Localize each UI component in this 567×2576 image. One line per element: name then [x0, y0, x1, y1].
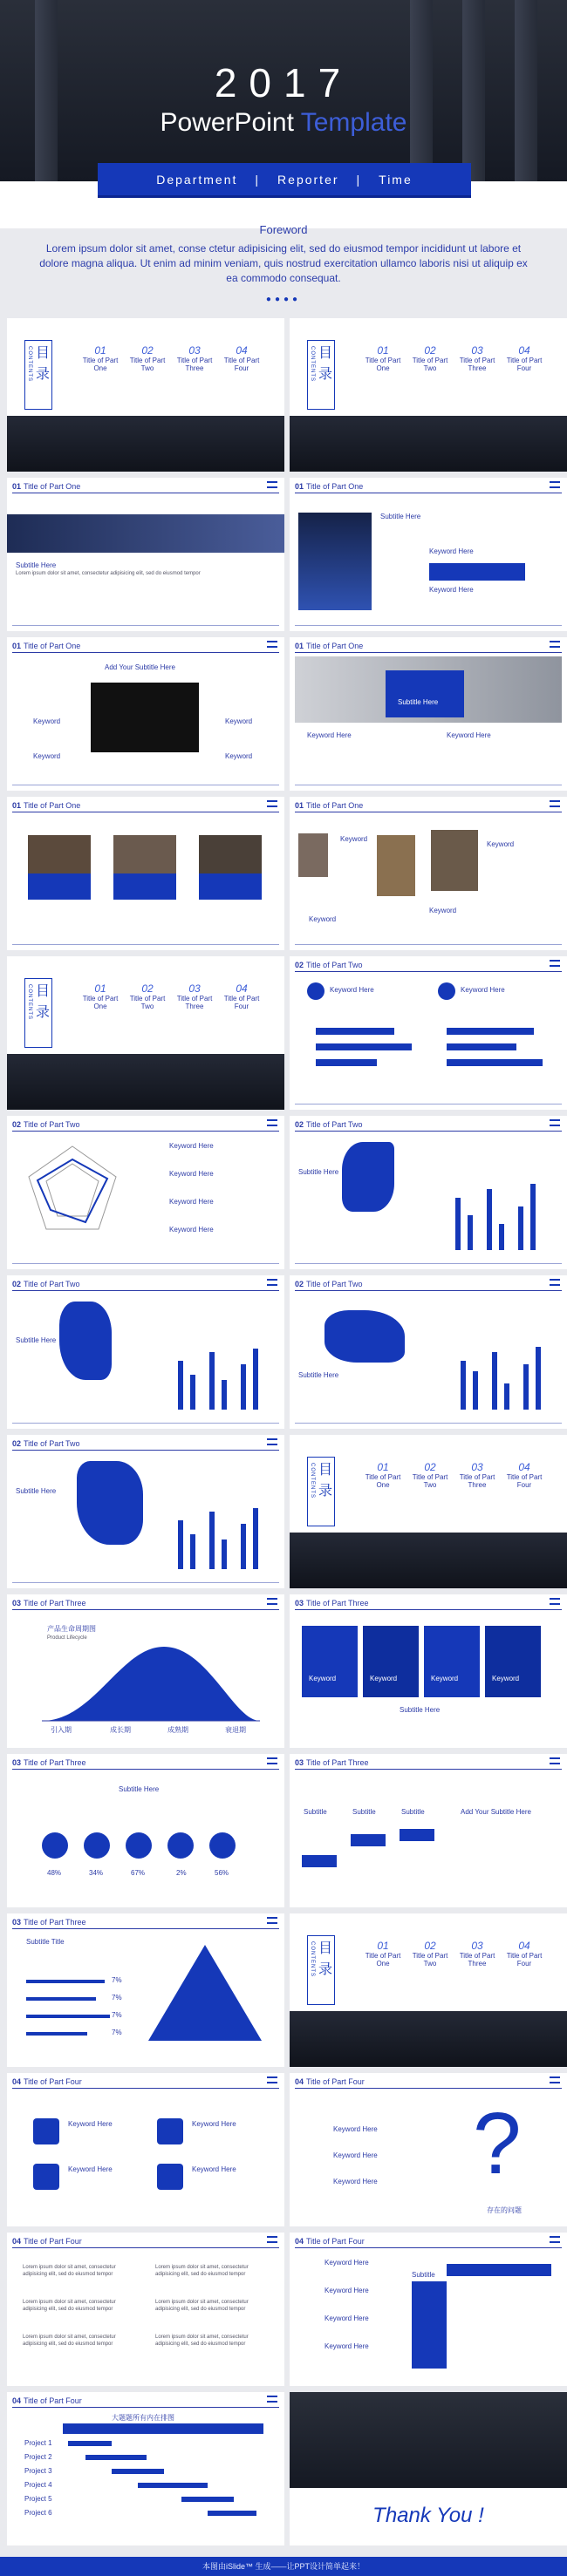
contents-box: CONTENTS 目 录 [24, 340, 52, 410]
presentation-title: PowerPoint Template [160, 108, 407, 137]
part-one-slide: 01 Title of Part One Keyword Keyword Keyword Keyword [290, 797, 567, 950]
part-four-slide: 04 Title of Part Four Lorem ipsum dolor sit amet, consectetur adipisicing elit, sed do eiusmod tempor Lorem ipsum dolor sit amet, consectetur adipisicing elit, sed do eiusmod tempor Lorem ipsum dolor sit amet, consectetur adipisicing elit, sed do eiusmod tempor Lorem ipsum dolor sit amet, consectetur adipisicing elit, sed do eiusmod tempor Lorem ipsum dolor sit amet, consectetur adipisicing elit, sed do eiusmod tempor Lorem ipsum dolor sit amet, consectetur adipisicing elit, sed do eiusmod tempor [7, 2233, 284, 2386]
lifecycle-curve [42, 1638, 260, 1725]
toc-item-2: 02 Title of Part Two [129, 344, 166, 372]
part-two-slide: 02 Title of Part Two Subtitle Here [7, 1275, 284, 1429]
page-dots: ●●●● [265, 295, 302, 304]
part-two-slide: 02 Title of Part Two Subtitle Here [290, 1116, 567, 1269]
foreword [0, 223, 567, 286]
cover-slide [0, 0, 567, 228]
question-mark-icon: ? [473, 2095, 522, 2192]
pyramid-chart [148, 1945, 262, 2041]
contents-char: 录 [36, 367, 51, 382]
thank-you-text: Thank You ! [372, 2504, 484, 2527]
contents-box: CONTENTS 目 录 [24, 978, 52, 1048]
toc-item-3: 03 Title of Part Three [176, 344, 213, 372]
toc-slide: CONTENTS 目 录 01 Title of Part One 02 Title of Part Two 03 Title of Part Three 04 Title of Part Four [290, 318, 567, 472]
toc-slide: CONTENTS 目 录 01 Title of Part One 02 Title of Part Two 03 Title of Part Three 04 Title of Part Four [290, 1913, 567, 2067]
contents-char: 录 [318, 1484, 333, 1499]
toc-item-1: 01 Title of Part One [82, 344, 119, 372]
part-one-slide: 01 Title of Part One Subtitle Here Lorem ipsum dolor sit amet, consectetur adipisicing elit, sed do eiusmod tempor [7, 478, 284, 631]
info-bar: Department | Reporter | Time [98, 163, 471, 198]
year-title: 2017 [214, 60, 353, 105]
part-three-slide: 03 Title of Part Three Subtitle Here 48% 34% 67% 2% 56% [7, 1754, 284, 1907]
department-label: Department [156, 172, 238, 187]
toc-item-4: 04 Title of Part Four [223, 344, 260, 372]
contents-box: CONTENTS 目 录 [307, 1935, 335, 2005]
part-four-slide: 04 Title of Part Four Keyword Here Keyword Here Keyword Here Keyword Here Subtitle [290, 2233, 567, 2386]
reporter-label: Reporter [277, 172, 339, 187]
part-three-slide: 03 Title of Part Three 产品生命周期图 Product Lifecycle 引入期 成长期 成熟期 衰退期 [7, 1594, 284, 1748]
footer: 本图由iSlide™ 生成——让PPT设计简单起来！ [0, 2557, 567, 2576]
foreword-heading: Foreword [259, 223, 308, 236]
part-one-slide: 01 Title of Part One Subtitle Here Keyword Here Keyword Here [290, 478, 567, 631]
part-two-slide: 02 Title of Part Two Keyword Here Keyword Here Keyword Here Keyword Here [7, 1116, 284, 1269]
part-one-slide: 01 Title of Part One [7, 797, 284, 950]
toc-slide: CONTENTS 目 录 01 Title of Part One 02 Title of Part Two 03 Title of Part Three 04 Title of Part Four [7, 956, 284, 1110]
part-four-slide: 04 Title of Part Four Keyword Here Keyword Here Keyword Here Keyword Here [7, 2073, 284, 2226]
part-one-slide: 01 Title of Part One Subtitle Here Keyword Here Keyword Here [290, 637, 567, 791]
foreword-body: Lorem ipsum dolor sit amet, conse ctetur adipisicing elit, sed do eiusmod tempor incididunt ut labore et dolore magna aliqua. Ut enim ad minim veniam, quis nostrud exercitation ullamco laboris nisi ut aliquip ex ea commodo consequat. [39, 242, 528, 284]
part-two-slide: 02 Title of Part Two Subtitle Here [290, 1275, 567, 1429]
radar-chart [24, 1142, 120, 1238]
part-three-slide: 03 Title of Part Three Subtitle Subtitle Subtitle Add Your Subtitle Here [290, 1754, 567, 1907]
part-two-slide: 02 Title of Part Two Subtitle Here [7, 1435, 284, 1588]
toc-slide: CONTENTS 目 录 01 Title of Part One 02 Title of Part Two 03 Title of Part Three 04 Title of Part Four [290, 1435, 567, 1588]
contents-box: CONTENTS 目 录 [307, 1457, 335, 1526]
part-one-slide: 01 Title of Part One Add Your Subtitle Here Keyword Keyword Keyword Keyword [7, 637, 284, 791]
toc-slide [7, 318, 284, 472]
contents-char: 录 [318, 1962, 333, 1977]
contents-char: 录 [318, 367, 333, 382]
thank-you-slide [290, 2392, 567, 2545]
contents-char: 录 [36, 1005, 51, 1020]
time-label: Time [379, 172, 413, 187]
part-three-slide: 03 Title of Part Three Keyword Keyword Keyword Keyword Subtitle Here [290, 1594, 567, 1748]
part-four-slide: 04 Title of Part Four Keyword Here Keyword Here Keyword Here ? 存在的问题 [290, 2073, 567, 2226]
contents-box: CONTENTS 目 录 [307, 340, 335, 410]
part-two-slide: 02 Title of Part Two Keyword Here Keyword Here [290, 956, 567, 1110]
part-four-slide: 04 Title of Part Four 大题题所有内在排图 Project 1 Project 2 Project 3 Project 4 Project 5 Project 6 [7, 2392, 284, 2545]
part-three-slide: 03 Title of Part Three Subtitle Title 7% 7% 7% 7% [7, 1913, 284, 2067]
